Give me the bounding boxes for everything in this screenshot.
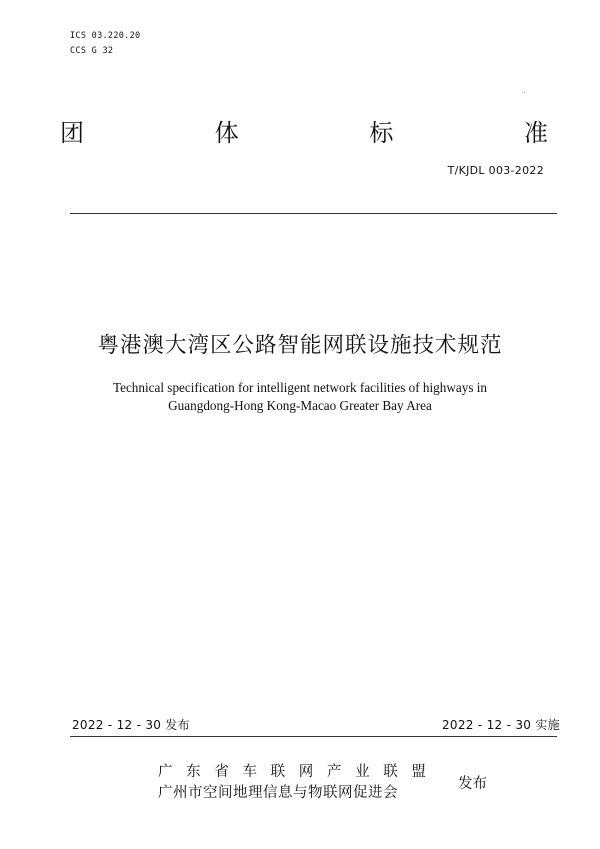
issuer-char: 车 — [242, 764, 257, 780]
issuer-char: 广 — [158, 764, 173, 780]
issuer-char: 盟 — [411, 764, 426, 780]
issuer-char: 东 — [186, 764, 201, 780]
issue-date: 2022 - 12 - 30 发布 — [72, 718, 190, 732]
document-type-heading — [60, 113, 548, 148]
implementation-date: 2022 - 12 - 30 实施 — [442, 718, 560, 732]
issuer-char: 省 — [214, 764, 229, 780]
issuer-char: 联 — [383, 764, 398, 780]
issuer-char: 业 — [355, 764, 370, 780]
issuer-association: 广州市空间地理信息与物联网促进会 — [158, 785, 398, 801]
title-english-line-2: Guangdong-Hong Kong-Macao Greater Bay Area — [168, 398, 432, 413]
doc-type-char: 体 — [214, 119, 239, 147]
issuer-alliance — [158, 760, 426, 781]
title-chinese: 粤港澳大湾区公路智能网联设施技术规范 — [97, 333, 503, 358]
ics-code: ICS 03.220.20 — [70, 31, 141, 41]
standard-number: T/KJDL 003-2022 — [447, 164, 544, 177]
top-divider — [70, 213, 557, 214]
title-english-line-1: Technical specification for intelligent network facilities of highways in — [112, 380, 488, 395]
doc-type-char: 准 — [523, 119, 548, 147]
doc-type-char: 团 — [60, 119, 84, 147]
issuer-char: 联 — [270, 764, 286, 780]
bottom-divider — [70, 736, 557, 737]
ccs-code: CCS G 32 — [70, 46, 114, 56]
issuer-char: 产 — [326, 764, 342, 780]
scan-speck — [524, 92, 525, 93]
doc-type-char: 标 — [369, 119, 394, 147]
issuer-char: 网 — [298, 764, 314, 780]
publish-label: 发布 — [458, 776, 487, 792]
